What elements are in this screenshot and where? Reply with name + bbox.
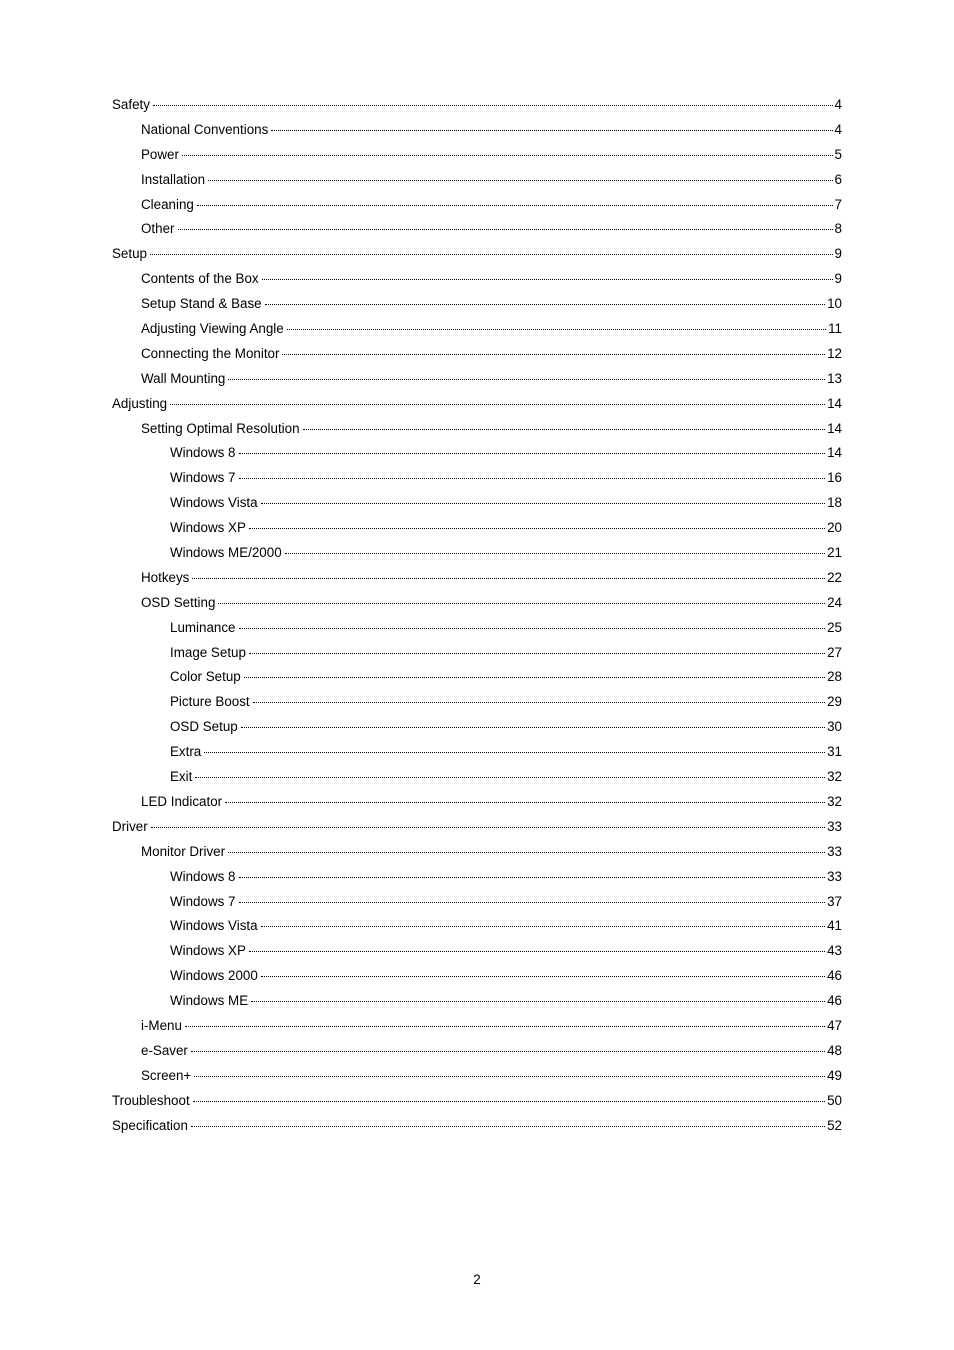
toc-entry-page: 33: [827, 868, 842, 884]
toc-entry-page: 24: [827, 594, 842, 610]
toc-entry-label: Color Setup: [170, 667, 243, 687]
toc-entry-label: Wall Mounting: [141, 369, 227, 389]
toc-dot-leader: [265, 290, 825, 305]
toc-entry-label: i-Menu: [141, 1016, 184, 1036]
toc-entry-label: Windows XP: [170, 518, 248, 538]
toc-entry-page: 27: [827, 644, 842, 660]
toc-entry-page: 20: [827, 520, 842, 536]
toc-entry-page: 49: [827, 1067, 842, 1083]
toc-entry-page: 47: [827, 1017, 842, 1033]
toc-entry-page: 13: [827, 370, 842, 386]
toc-dot-leader: [249, 937, 825, 952]
toc-entry-label: Windows XP: [170, 941, 248, 961]
toc-dot-leader: [239, 464, 826, 479]
toc-dot-leader: [185, 1012, 825, 1027]
toc-dot-leader: [225, 788, 825, 803]
toc-dot-leader: [193, 1087, 825, 1102]
toc-entry-label: Windows ME: [170, 991, 250, 1011]
toc-entry-label: National Conventions: [141, 120, 270, 140]
toc-dot-leader: [153, 91, 833, 106]
toc-entry-label: Windows 7: [170, 892, 238, 912]
toc-dot-leader: [239, 863, 826, 878]
toc-entry-page: 52: [827, 1117, 842, 1133]
toc-entry-page: 14: [827, 395, 842, 411]
toc-dot-leader: [151, 813, 825, 828]
toc-entry-label: Windows 8: [170, 443, 238, 463]
toc-entry-label: Setting Optimal Resolution: [141, 419, 302, 439]
toc-entry-label: Exit: [170, 767, 194, 787]
toc-entry-label: Installation: [141, 170, 207, 190]
toc-dot-leader: [182, 141, 833, 156]
toc-entry-label: Contents of the Box: [141, 269, 261, 289]
toc-dot-leader: [282, 340, 825, 355]
table-of-contents: [112, 94, 842, 1139]
toc-entry-label: Specification: [112, 1116, 190, 1136]
toc-entry-label: Monitor Driver: [141, 842, 227, 862]
toc-entry-label: OSD Setting: [141, 593, 217, 613]
toc-entry-page: 4: [834, 121, 842, 137]
toc-dot-leader: [251, 987, 825, 1002]
toc-dot-leader: [249, 639, 825, 654]
toc-dot-leader: [261, 489, 826, 504]
page-number: 2: [473, 1272, 481, 1287]
toc-entry-label: Troubleshoot: [112, 1091, 192, 1111]
toc-entry-page: 22: [827, 569, 842, 585]
toc-entry-page: 33: [827, 843, 842, 859]
toc-entry-page: 21: [827, 545, 842, 561]
toc-entry-page: 46: [827, 968, 842, 984]
toc-dot-leader: [261, 912, 826, 927]
toc-dot-leader: [208, 166, 833, 181]
toc-entry-page: 33: [827, 818, 842, 834]
toc-entry-label: Windows 8: [170, 867, 238, 887]
toc-entry-label: Other: [141, 219, 177, 239]
toc-entry-page: 6: [834, 171, 842, 187]
toc-entry-page: 14: [827, 420, 842, 436]
toc-dot-leader: [191, 1112, 825, 1127]
toc-dot-leader: [271, 116, 832, 131]
toc-entry-page: 14: [827, 445, 842, 461]
toc-entry-page: 25: [827, 619, 842, 635]
toc-entry-page: 9: [834, 246, 842, 262]
toc-entry-label: Setup Stand & Base: [141, 294, 264, 314]
toc-entry-page: 30: [827, 719, 842, 735]
toc-entry-label: Windows 7: [170, 468, 238, 488]
toc-entry-page: 5: [834, 146, 842, 162]
toc-dot-leader: [287, 315, 826, 330]
toc-entry-page: 9: [834, 271, 842, 287]
toc-dot-leader: [241, 713, 825, 728]
toc-dot-leader: [195, 763, 825, 778]
toc-entry-label: Picture Boost: [170, 692, 252, 712]
toc-entry-label: Hotkeys: [141, 568, 191, 588]
toc-dot-leader: [192, 564, 825, 579]
toc-entry-page: 46: [827, 993, 842, 1009]
toc-entry-label: Windows ME/2000: [170, 543, 284, 563]
toc-dot-leader: [228, 365, 825, 380]
toc-entry-label: Adjusting: [112, 394, 169, 414]
toc-dot-leader: [191, 1037, 825, 1052]
toc-entry-label: Extra: [170, 742, 203, 762]
toc-entry-label: Cleaning: [141, 195, 196, 215]
toc-entry-page: 10: [827, 296, 842, 312]
toc-dot-leader: [197, 191, 833, 206]
toc-entry-label: Adjusting Viewing Angle: [141, 319, 286, 339]
toc-dot-leader: [285, 539, 825, 554]
toc-entry-page: 7: [834, 196, 842, 212]
toc-entry-label: Connecting the Monitor: [141, 344, 281, 364]
toc-dot-leader: [170, 390, 825, 405]
toc-entry-page: 41: [827, 918, 842, 934]
toc-entry-label: Setup: [112, 244, 149, 264]
toc-dot-leader: [261, 962, 825, 977]
toc-dot-leader: [150, 240, 833, 255]
toc-entry-label: Luminance: [170, 618, 238, 638]
toc-dot-leader: [239, 439, 826, 454]
toc-entry-page: 50: [827, 1092, 842, 1108]
toc-dot-leader: [218, 589, 825, 604]
toc-entry-page: 12: [827, 345, 842, 361]
toc-dot-leader: [244, 663, 825, 678]
toc-entry-label: Windows 2000: [170, 966, 260, 986]
toc-dot-leader: [249, 514, 825, 529]
toc-dot-leader: [253, 688, 825, 703]
toc-entry-label: LED Indicator: [141, 792, 224, 812]
toc-entry-page: 48: [827, 1042, 842, 1058]
toc-entry-page: 31: [827, 744, 842, 760]
toc-entry-page: 11: [828, 321, 842, 337]
toc-dot-leader: [228, 838, 825, 853]
toc-entry-page: 28: [827, 669, 842, 685]
toc-entry-page: 32: [827, 769, 842, 785]
toc-dot-leader: [194, 1062, 825, 1077]
toc-dot-leader: [303, 415, 826, 430]
toc-dot-leader: [239, 614, 826, 629]
toc-entry-page: 8: [834, 221, 842, 237]
toc-entry-label: Screen+: [141, 1066, 193, 1086]
toc-entry-label: Image Setup: [170, 643, 248, 663]
toc-entry-label: OSD Setup: [170, 717, 240, 737]
toc-entry-label: e-Saver: [141, 1041, 190, 1061]
toc-entry-page: 18: [827, 495, 842, 511]
toc-dot-leader: [239, 888, 826, 903]
toc-entry-page: 43: [827, 943, 842, 959]
toc-dot-leader: [262, 265, 833, 280]
toc-entry-page: 4: [834, 97, 842, 112]
toc-dot-leader: [204, 738, 825, 753]
toc-entry-page: 16: [827, 470, 842, 486]
toc-entry-label: Safety: [112, 95, 152, 115]
toc-entry-label: Driver: [112, 817, 150, 837]
toc-entry-label: Windows Vista: [170, 493, 260, 513]
toc-entry-label: Power: [141, 145, 181, 165]
toc-entry-page: 37: [827, 893, 842, 909]
toc-dot-leader: [178, 215, 833, 230]
toc-entry-page: 29: [827, 694, 842, 710]
toc-entry-label: Windows Vista: [170, 916, 260, 936]
toc-entry[interactable]: [112, 1115, 842, 1140]
toc-entry-page: 32: [827, 793, 842, 809]
